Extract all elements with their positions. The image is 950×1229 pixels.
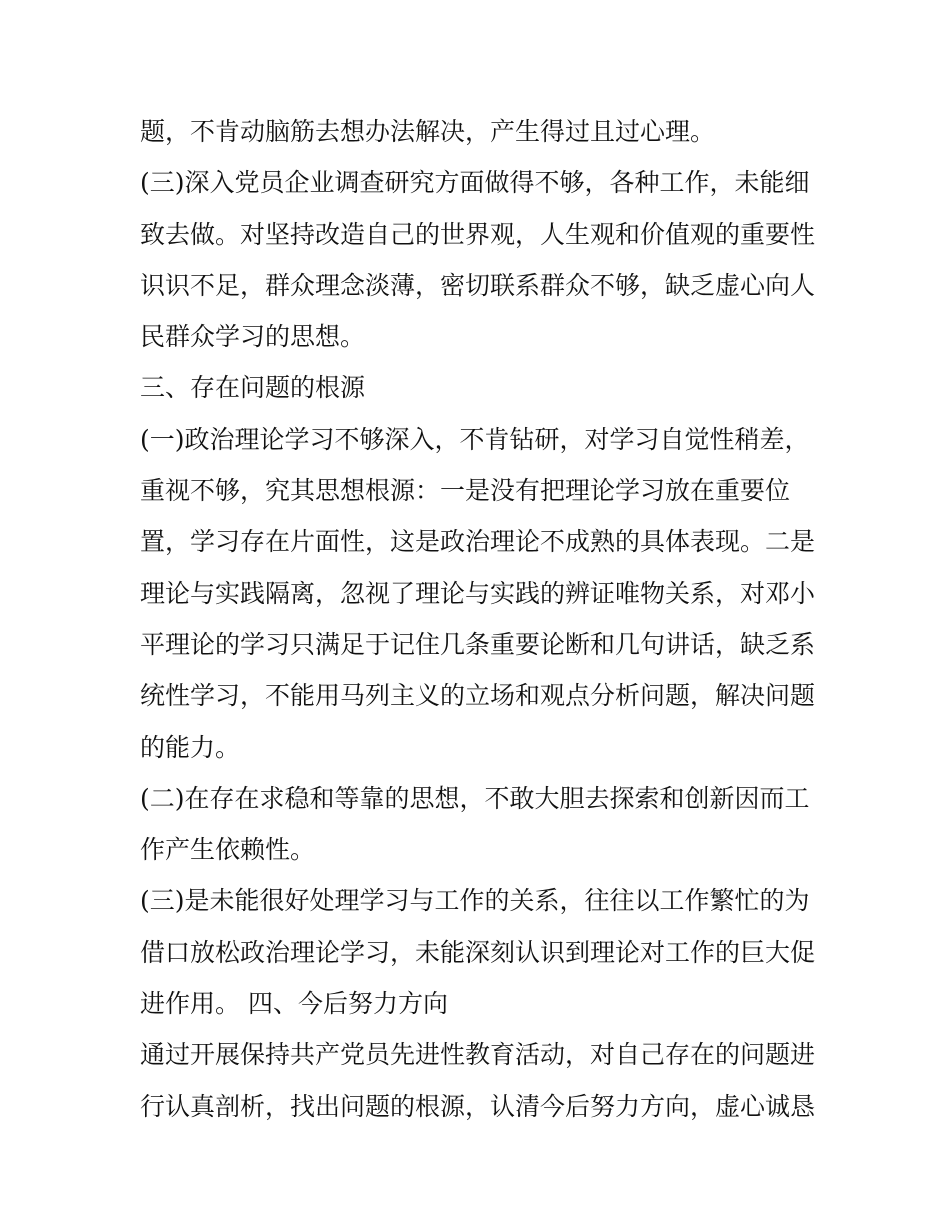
text-line: 通过开展保持共产党员先进性教育活动，对自己存在的问题进: [140, 1040, 816, 1070]
text-line: (三)深入党员企业调查研究方面做得不够，各种工作，未能细: [140, 168, 810, 198]
text-line: 理论与实践隔离，忽视了理论与实践的辨证唯物关系，对邓小: [140, 578, 816, 608]
text-line: 识识不足，群众理念淡薄，密切联系群众不够，缺乏虚心向人: [140, 270, 816, 300]
text-line: 置，学习存在片面性，这是政治理论不成熟的具体表现。二是: [140, 527, 816, 557]
section-heading: 三、存在问题的根源: [140, 373, 366, 403]
text-line: 题，不肯动脑筋去想办法解决，产生得过且过心理。: [140, 117, 716, 146]
document-text-body: [140, 106, 830, 1132]
text-line: (一)政治理论学习不够深入，不肯钻研，对学习自觉性稍差，: [140, 424, 810, 454]
text-line: 的能力。: [140, 732, 241, 762]
text-line: (三)是未能很好处理学习与工作的关系，往往以工作繁忙的为: [140, 886, 810, 916]
text-line: 行认真剖析，找出问题的根源，认清今后努力方向，虚心诚恳: [140, 1091, 816, 1121]
text-line: (二)在存在求稳和等靠的思想，不敢大胆去探索和创新因而工: [140, 783, 810, 813]
text-line: 借口放松政治理论学习，未能深刻认识到理论对工作的巨大促: [140, 937, 816, 967]
text-line: 进作用。 四、今后努力方向: [140, 989, 448, 1019]
text-line: 平理论的学习只满足于记住几条重要论断和几句讲话，缺乏系: [140, 629, 816, 659]
text-line: 民群众学习的思想。: [140, 322, 366, 352]
text-line: 统性学习，不能用马列主义的立场和观点分析问题，解决问题: [140, 681, 816, 711]
text-line: 重视不够，究其思想根源：一是没有把理论学习放在重要位: [140, 476, 791, 506]
text-line: 致去做。对坚持改造自己的世界观，人生观和价值观的重要性: [140, 219, 816, 249]
text-line: 作产生依赖性。: [140, 835, 316, 865]
